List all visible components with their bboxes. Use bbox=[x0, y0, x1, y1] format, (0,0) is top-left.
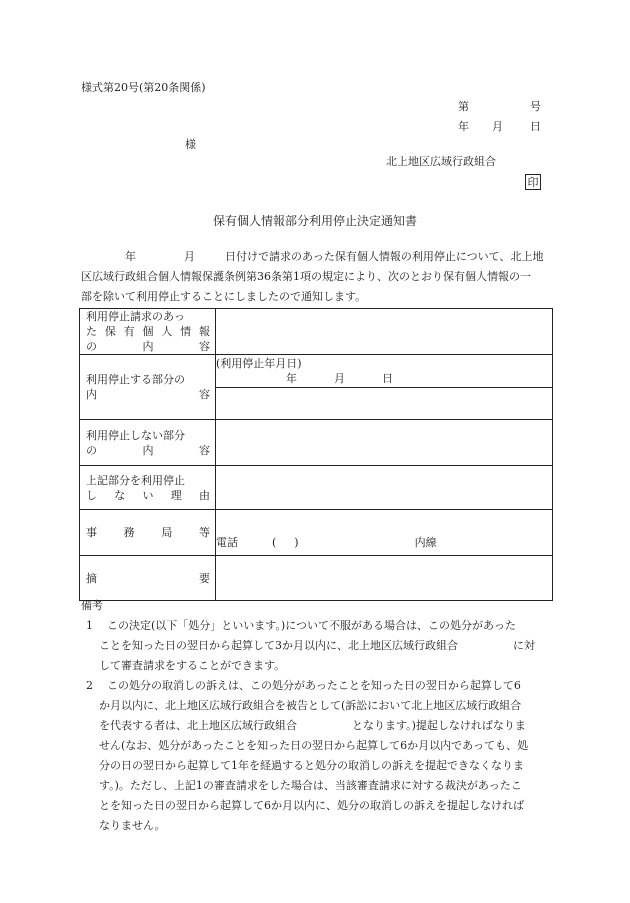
value-reason bbox=[216, 466, 553, 510]
stop-date-month: 月 bbox=[334, 372, 345, 385]
issuer-name: 北上地区広域行政組合 bbox=[386, 155, 496, 168]
row-request-content bbox=[80, 309, 553, 355]
extension-label: 内線 bbox=[414, 536, 437, 549]
intro-paragraph bbox=[81, 247, 553, 307]
stop-date-day: 日 bbox=[382, 372, 393, 385]
label-reason: 上記部分を利用停止 し な い 理 由 bbox=[80, 466, 216, 510]
label-stop-part: 利用停止する部分の 内 容 bbox=[80, 355, 216, 420]
row-stop-part-date bbox=[80, 355, 553, 388]
addressee: 様 bbox=[185, 138, 196, 151]
details-table bbox=[79, 308, 553, 601]
ref-go: 号 bbox=[530, 100, 541, 113]
label-office: 事 務 局 等 bbox=[80, 510, 216, 556]
label-summary: 摘 要 bbox=[80, 556, 216, 601]
stop-date-year: 年 bbox=[286, 372, 297, 385]
label-non-stop-part: 利用停止しない部分 の 内 容 bbox=[80, 420, 216, 466]
row-reason bbox=[80, 466, 553, 510]
seal-icon: 印 bbox=[525, 174, 541, 190]
intro-line3: 部を除いて利用停止することにしましたので通知します。 bbox=[81, 290, 367, 303]
stop-date-label: (利用停止年月日) bbox=[216, 357, 302, 370]
remark-item: 2 この処分の取消しの訴えは、この処分があったことを知った日の翌日から起算して6 か月以内に、北上地区広域行政組合を被告として(訴訟において北上地区広域行政組合 を代表する者は、北上地区広域行政組合 となります。)提起しなければなりま せん(なお、処分があったことを知った日の翌日から起算して6か月以内であっても、処 分の日の翌日から起算して1年を経過すると処分の取消しの訴えを提起できなくなりま す。)。ただし、上記1の審査請求をした場合は、当該審査請求に対する裁決があったこ とを知った日の翌日から起算して6か月以内に、処分の取消しの訴えを提起しなければ なりません。 bbox=[86, 679, 529, 832]
remark-item: 1 この決定(以下「処分」といいます。)について不服がある場合は、この処分があった ことを知った日の翌日から起算して3か月以内に、北上地区広域行政組合 に対 して審査請求をすることができます。 bbox=[86, 619, 535, 672]
row-summary bbox=[80, 556, 553, 601]
ref-dai: 第 bbox=[458, 100, 469, 113]
intro-line2: 区広域行政組合個人情報保護条例第36条第1項の規定により、次のとおり保有個人情報の一 bbox=[81, 270, 531, 283]
intro-month: 月 bbox=[184, 250, 195, 263]
intro-line1: 日付けで請求のあった保有個人情報の利用停止について、北上地 bbox=[225, 250, 544, 263]
row-non-stop-part bbox=[80, 420, 553, 466]
intro-year: 年 bbox=[125, 250, 136, 263]
label-request-content: 利用停止請求のあっ た 保 有 個 人 情 報 の 内 容 bbox=[80, 309, 216, 355]
date-day: 日 bbox=[530, 120, 541, 133]
form-number: 様式第20号(第20条関係) bbox=[81, 81, 206, 94]
remarks-list bbox=[86, 616, 556, 836]
row-office bbox=[80, 510, 553, 556]
document-title: 保有個人情報部分利用停止決定通知書 bbox=[212, 214, 417, 228]
date-month: 月 bbox=[492, 120, 503, 133]
office-contact: 電話 ( ) 内線 bbox=[216, 510, 553, 556]
value-non-stop-part bbox=[216, 420, 553, 466]
remarks-heading: 備考 bbox=[81, 599, 103, 612]
stop-date-cell bbox=[216, 355, 553, 388]
value-request-content bbox=[216, 309, 553, 355]
phone-label: 電話 bbox=[216, 536, 238, 549]
date-year: 年 bbox=[458, 120, 469, 133]
value-summary bbox=[216, 556, 553, 601]
value-stop-part bbox=[216, 388, 553, 420]
